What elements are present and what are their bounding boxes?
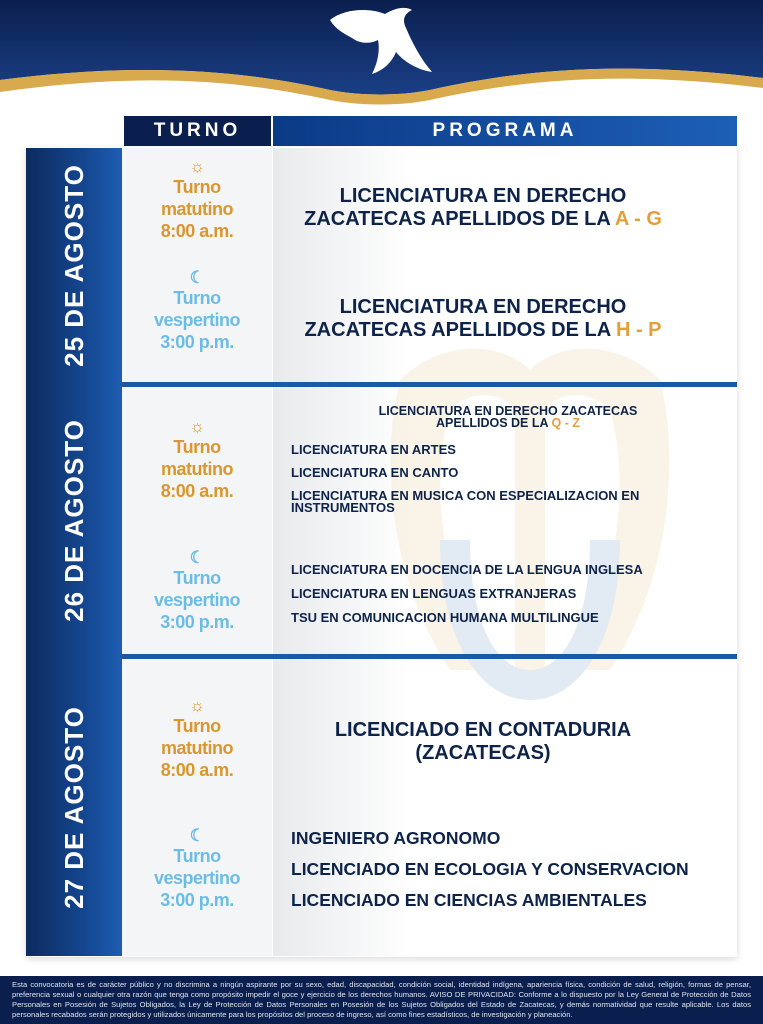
moon-icon: ☾ bbox=[189, 268, 205, 287]
sun-icon: ☼ bbox=[189, 696, 205, 715]
shift-morning: ☼ Turno matutino 8:00 a.m. bbox=[122, 158, 272, 242]
moon-icon: ☾ bbox=[189, 826, 205, 845]
header-turno: TURNO bbox=[124, 116, 271, 146]
sun-icon: ☼ bbox=[189, 157, 205, 176]
shift-evening: ☾ Turno vespertino 3:00 p.m. bbox=[122, 549, 272, 633]
program-lenguas-extranjeras: LICENCIATURA EN LENGUAS EXTRANJERAS bbox=[291, 586, 577, 601]
day-separator bbox=[122, 654, 737, 659]
program-canto: LICENCIATURA EN CANTO bbox=[291, 465, 459, 480]
date-label-27: 27 DE AGOSTO bbox=[58, 706, 89, 909]
top-banner bbox=[0, 0, 763, 112]
cu-watermark-icon bbox=[360, 340, 700, 720]
program-derecho-q-z: LICENCIATURA EN DERECHO ZACATECAS APELLIDOS DE LA Q - Z bbox=[378, 404, 638, 430]
program-docencia-ingles: LICENCIATURA EN DOCENCIA DE LA LENGUA INGLESA bbox=[291, 562, 643, 577]
program-artes: LICENCIATURA EN ARTES bbox=[291, 442, 456, 457]
program-contaduria: LICENCIADO EN CONTADURIA (ZACATECAS) bbox=[334, 719, 632, 764]
program-agronomo: INGENIERO AGRONOMO bbox=[291, 828, 501, 848]
shift-evening: ☾ Turno vespertino 3:00 p.m. bbox=[122, 827, 272, 911]
moon-icon: ☾ bbox=[189, 548, 205, 567]
sun-icon: ☼ bbox=[189, 417, 205, 436]
shift-morning: ☼ Turno matutino 8:00 a.m. bbox=[122, 697, 272, 781]
program-musica: LICENCIATURA EN MUSICA CON ESPECIALIZACION EN INSTRUMENTOS bbox=[291, 488, 640, 515]
program-derecho-a-g: LICENCIATURA EN DERECHO ZACATECAS APELLIDOS DE LA A - G bbox=[304, 185, 662, 230]
shift-evening: ☾ Turno vespertino 3:00 p.m. bbox=[122, 269, 272, 353]
program-ecologia: LICENCIADO EN ECOLOGIA Y CONSERVACION bbox=[291, 859, 689, 879]
day-separator bbox=[122, 382, 737, 387]
footer-disclaimer: Esta convocatoria es de carácter público y no discrimina a ningún aspirante por su sexo, edad, discapacidad, condición social, identidad indígena, apariencia física, condición de salud, religión, formas de pensar, preferencia sexual o cualquier otra razón que tenga como propósito impedir el goce y ejercicio de los derechos humanos. AVISO DE PRIVACIDAD: Conforme a lo dispuesto por la Ley General de Protección de Datos Personales en Posesión de Sujetos Obligados, la Ley de Protección de Datos Personales en Posesión de los Sujetos Obligados del Estado de Zacatecas, y demás normatividad que resulte aplicable. Los datos personales recabados serán protegidos y utilizados únicamente para los propósitos del proceso de ingreso, así como fines estadísticos, de investigación y planeación. bbox=[0, 976, 763, 1024]
date-label-25: 25 DE AGOSTO bbox=[58, 163, 89, 367]
program-derecho-h-p: LICENCIATURA EN DERECHO ZACATECAS APELLIDOS DE LA H - P bbox=[304, 296, 662, 341]
program-tsu-comunicacion: TSU EN COMUNICACION HUMANA MULTILINGUE bbox=[291, 610, 599, 625]
shift-morning: ☼ Turno matutino 8:00 a.m. bbox=[122, 418, 272, 502]
header-programa: PROGRAMA bbox=[273, 116, 737, 146]
program-ciencias-ambientales: LICENCIADO EN CIENCIAS AMBIENTALES bbox=[291, 890, 647, 910]
date-label-26: 26 DE AGOSTO bbox=[58, 419, 89, 622]
